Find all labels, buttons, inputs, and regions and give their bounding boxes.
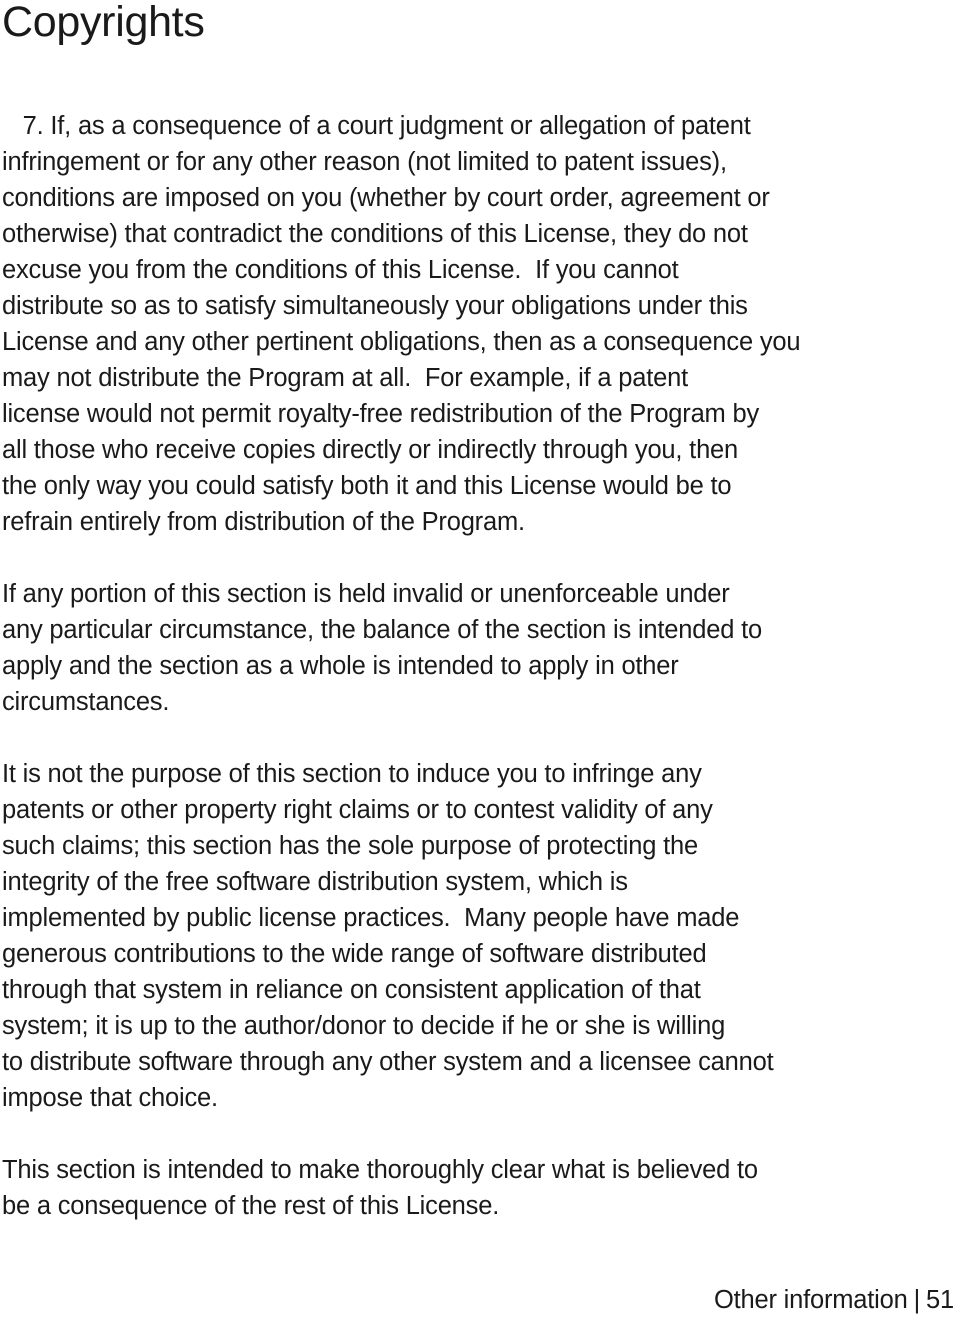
text-line: apply and the section as a whole is intended to apply in other bbox=[2, 652, 679, 680]
text-line: impose that choice. bbox=[2, 1084, 218, 1112]
text-line: license would not permit royalty-free redistribution of the Program by bbox=[2, 400, 760, 428]
page-number: 51 bbox=[926, 1286, 954, 1314]
text-line: otherwise) that contradict the conditions of this License, they do not bbox=[2, 220, 748, 248]
text-line: be a consequence of the rest of this License. bbox=[2, 1192, 500, 1220]
page-title: Copyrights bbox=[2, 0, 205, 46]
text-line: It is not the purpose of this section to induce you to infringe any bbox=[2, 760, 702, 788]
text-line: License and any other pertinent obligations, then as a consequence you bbox=[2, 328, 801, 356]
text-line: system; it is up to the author/donor to decide if he or she is willing bbox=[2, 1012, 726, 1040]
text-line: the only way you could satisfy both it and this License would be to bbox=[2, 472, 732, 500]
footer-section-label: Other information bbox=[713, 1286, 908, 1314]
text-line: refrain entirely from distribution of the Program. bbox=[2, 508, 525, 536]
text-line: circumstances. bbox=[2, 688, 170, 716]
text-line: through that system in reliance on consistent application of that bbox=[2, 976, 701, 1004]
footer-separator: | bbox=[913, 1286, 921, 1314]
text-line: conditions are imposed on you (whether by court order, agreement or bbox=[2, 184, 770, 212]
page-footer bbox=[714, 1282, 954, 1318]
text-line: all those who receive copies directly or indirectly through you, then bbox=[2, 436, 739, 464]
text-line: patents or other property right claims or to contest validity of any bbox=[2, 796, 713, 824]
text-line: This section is intended to make thoroughly clear what is believed to bbox=[2, 1156, 758, 1184]
text-line: integrity of the free software distribution system, which is bbox=[2, 868, 628, 896]
text-line: implemented by public license practices. Many people have made bbox=[2, 904, 740, 932]
paragraph-invalid-portion bbox=[2, 576, 958, 720]
text-line: infringement or for any other reason (not limited to patent issues), bbox=[2, 148, 727, 176]
body-text bbox=[2, 108, 958, 1260]
text-line: may not distribute the Program at all. For example, if a patent bbox=[2, 364, 688, 392]
paragraph-intent bbox=[2, 1152, 958, 1224]
text-line: If any portion of this section is held invalid or unenforceable under bbox=[2, 580, 730, 608]
text-line: excuse you from the conditions of this License. If you cannot bbox=[2, 256, 679, 284]
text-line: distribute so as to satisfy simultaneously your obligations under this bbox=[2, 292, 748, 320]
text-line: such claims; this section has the sole purpose of protecting the bbox=[2, 832, 698, 860]
text-line: to distribute software through any other system and a licensee cannot bbox=[2, 1048, 774, 1076]
text-line: 7. If, as a consequence of a court judgment or allegation of patent bbox=[2, 112, 751, 140]
text-line: generous contributions to the wide range of software distributed bbox=[2, 940, 707, 968]
paragraph-section-7 bbox=[2, 108, 958, 540]
text-line: any particular circumstance, the balance of the section is intended to bbox=[2, 616, 762, 644]
paragraph-purpose bbox=[2, 756, 958, 1116]
